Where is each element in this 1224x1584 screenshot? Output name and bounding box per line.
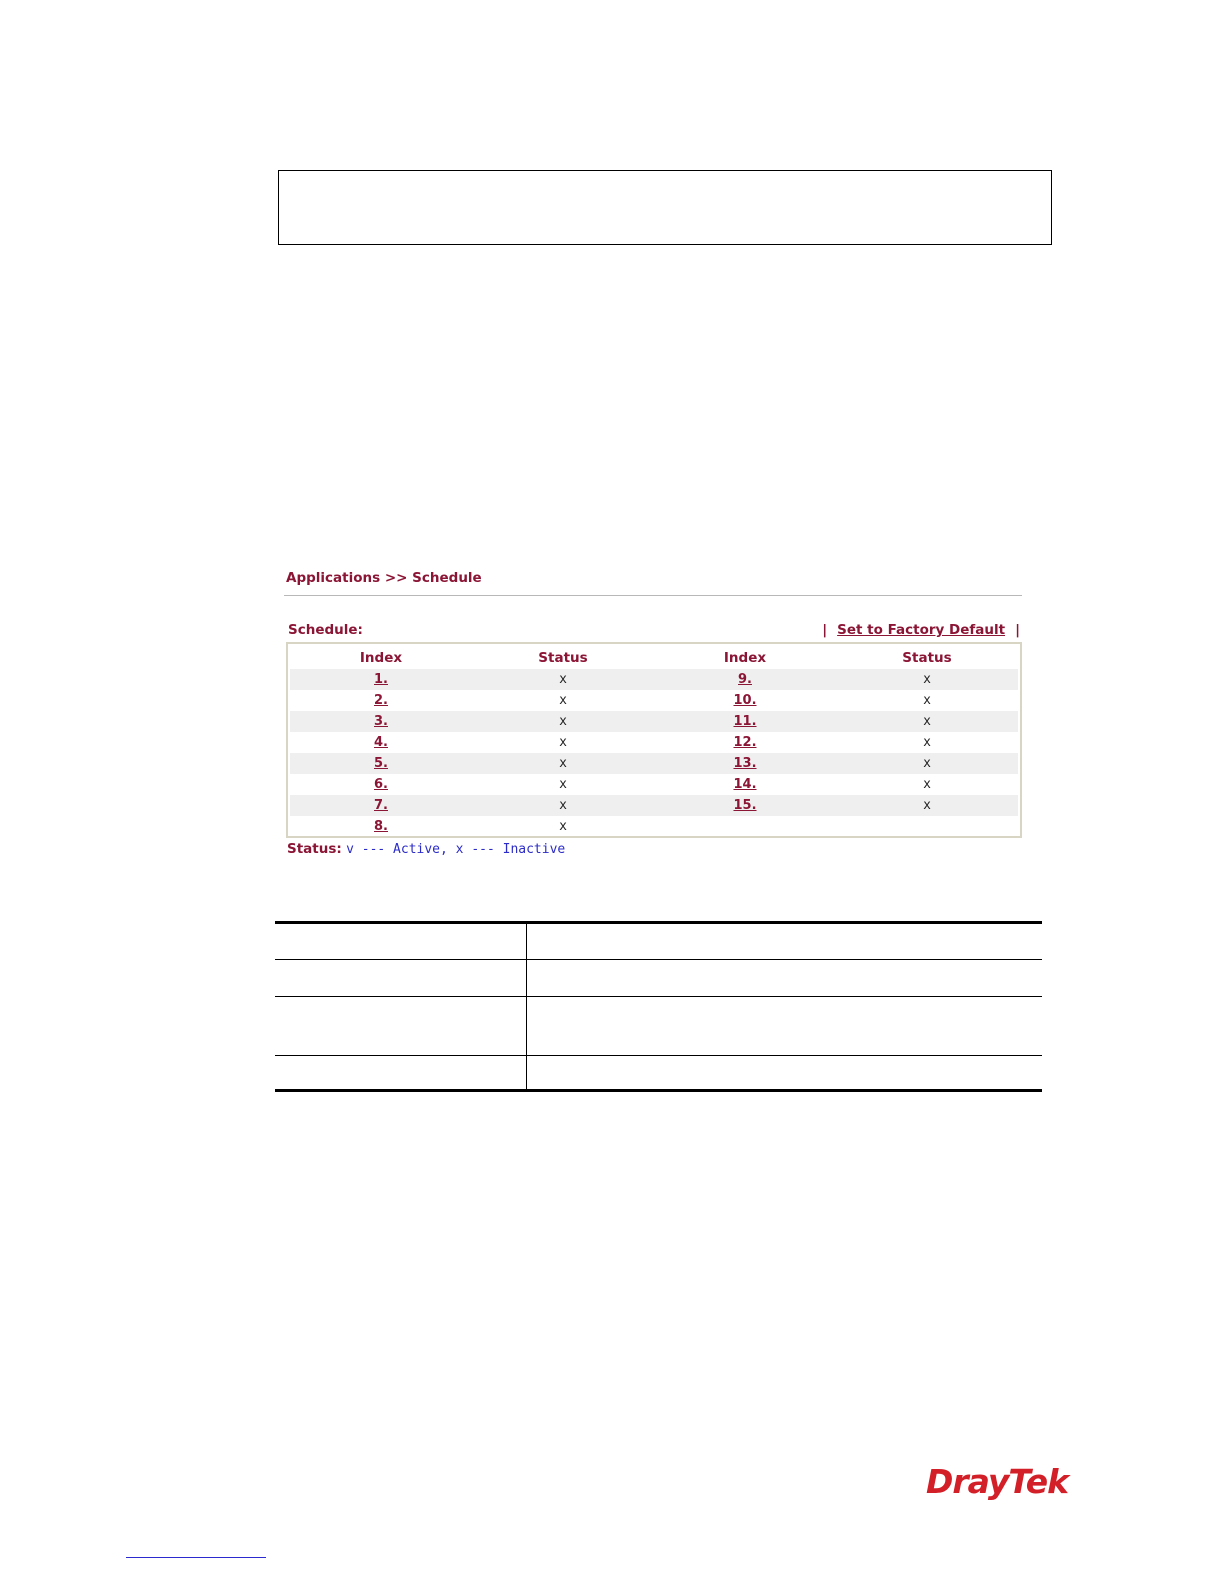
schedule-index-link[interactable]: 14. <box>733 777 757 792</box>
schedule-status: x <box>559 693 567 708</box>
factory-default-bar <box>812 622 1020 638</box>
divider <box>284 595 1022 596</box>
table-row <box>290 816 1018 837</box>
table-row <box>275 997 1042 1056</box>
table-row <box>275 923 1042 960</box>
schedule-index-link[interactable]: 11. <box>733 714 757 729</box>
schedule-index-link[interactable]: 2. <box>374 693 388 708</box>
schedule-index-link[interactable]: 12. <box>733 735 757 750</box>
schedule-status: x <box>559 777 567 792</box>
footer-link-underline <box>126 1557 266 1558</box>
table-row <box>290 795 1018 816</box>
legend-text: v --- Active, x --- Inactive <box>346 842 566 857</box>
schedule-index-link[interactable]: 5. <box>374 756 388 771</box>
note-box <box>278 170 1052 245</box>
table-row <box>275 1056 1042 1091</box>
schedule-index-link[interactable]: 9. <box>738 672 752 687</box>
schedule-status: x <box>923 735 931 750</box>
schedule-index-link[interactable]: 8. <box>374 819 388 834</box>
schedule-status: x <box>923 693 931 708</box>
table-row <box>290 669 1018 690</box>
legend-label: Status: <box>287 841 342 857</box>
schedule-status: x <box>472 795 654 816</box>
table-header-row <box>290 647 1018 669</box>
schedule-index-link[interactable]: 7. <box>374 798 388 813</box>
column-header-index: Index <box>723 650 767 666</box>
schedule-status: x <box>472 669 654 690</box>
status-legend <box>287 841 565 857</box>
draytek-logo: DrayTek <box>926 1462 1069 1501</box>
schedule-status: x <box>559 735 567 750</box>
schedule-index-link[interactable]: 3. <box>374 714 388 729</box>
schedule-index-link[interactable]: 13. <box>733 756 757 771</box>
set-to-factory-default-link[interactable]: Set to Factory Default <box>837 622 1006 638</box>
schedule-index-link[interactable]: 6. <box>374 777 388 792</box>
table-row <box>290 711 1018 732</box>
breadcrumb: Applications >> Schedule <box>286 570 482 586</box>
separator: | <box>822 622 828 638</box>
schedule-status: x <box>836 711 1018 732</box>
schedule-status: x <box>836 753 1018 774</box>
schedule-status: x <box>472 753 654 774</box>
empty-cell <box>836 816 1018 837</box>
schedule-status: x <box>836 795 1018 816</box>
schedule-index-link[interactable]: 1. <box>374 672 388 687</box>
table-row <box>275 960 1042 997</box>
column-header-status: Status <box>538 650 588 666</box>
schedule-status: x <box>836 669 1018 690</box>
separator: | <box>1015 622 1020 638</box>
column-header-index: Index <box>359 650 403 666</box>
schedule-status: x <box>559 819 567 834</box>
schedule-status: x <box>923 777 931 792</box>
table-row <box>290 690 1018 711</box>
table-row <box>290 774 1018 795</box>
schedule-table <box>290 647 1018 837</box>
schedule-table-frame <box>286 642 1022 838</box>
schedule-index-link[interactable]: 10. <box>733 693 757 708</box>
schedule-index-link[interactable]: 4. <box>374 735 388 750</box>
column-header-status: Status <box>902 650 952 666</box>
empty-cell <box>654 816 836 837</box>
table-row <box>290 732 1018 753</box>
description-table <box>275 921 1042 1092</box>
table-row <box>290 753 1018 774</box>
schedule-index-link[interactable]: 15. <box>733 798 757 813</box>
schedule-status: x <box>472 711 654 732</box>
schedule-label: Schedule: <box>288 622 363 638</box>
